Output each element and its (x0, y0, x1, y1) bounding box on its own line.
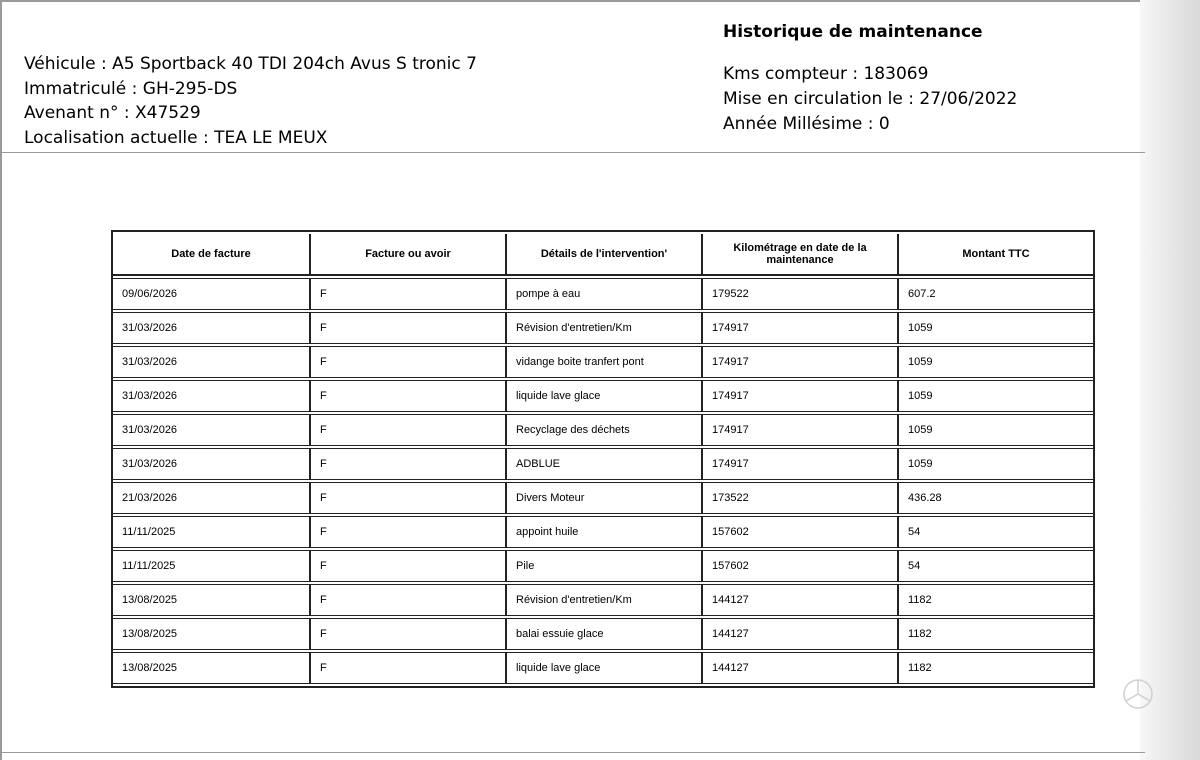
table-row (113, 482, 1093, 514)
cell-amount: 1059 (897, 414, 1093, 446)
cell-mileage: 144127 (701, 652, 897, 684)
table-row (113, 652, 1093, 684)
cell-amount: 54 (897, 516, 1093, 548)
cell-invoice-date: 11/11/2025 (113, 516, 309, 548)
cell-intervention-details: liquide lave glace (505, 652, 701, 684)
first-registration-date: Mise en circulation le : 27/06/2022 (723, 89, 1018, 109)
cell-amount: 436.28 (897, 482, 1093, 514)
cell-invoice-date: 13/08/2025 (113, 618, 309, 650)
cell-amount: 607.2 (897, 278, 1093, 310)
cell-invoice-date: 31/03/2026 (113, 346, 309, 378)
cell-invoice-date: 21/03/2026 (113, 482, 309, 514)
vehicle-registration: Immatriculé : GH-295-DS (24, 78, 238, 99)
cell-mileage: 174917 (701, 414, 897, 446)
odometer-reading: Kms compteur : 183069 (723, 64, 929, 84)
table-row (113, 550, 1093, 582)
cell-amount: 1059 (897, 312, 1093, 344)
cell-mileage: 174917 (701, 448, 897, 480)
cell-amount: 1059 (897, 380, 1093, 412)
cell-mileage: 174917 (701, 380, 897, 412)
cell-invoice-date: 09/06/2026 (113, 278, 309, 310)
maintenance-summary (723, 20, 1017, 137)
cell-invoice-date: 31/03/2026 (113, 312, 309, 344)
table-row (113, 584, 1093, 616)
cell-mileage: 173522 (701, 482, 897, 514)
maintenance-table-container (111, 230, 1093, 688)
cell-mileage: 174917 (701, 346, 897, 378)
cell-mileage: 179522 (701, 278, 897, 310)
cell-mileage: 157602 (701, 516, 897, 548)
table-row (113, 380, 1093, 412)
cell-invoice-type: F (309, 278, 505, 310)
cell-intervention-details: balai essuie glace (505, 618, 701, 650)
cell-intervention-details: appoint huile (505, 516, 701, 548)
cell-invoice-date: 31/03/2026 (113, 448, 309, 480)
star-logo-icon (1122, 678, 1154, 710)
cell-invoice-type: F (309, 516, 505, 548)
table-row (113, 346, 1093, 378)
maintenance-table (111, 230, 1095, 688)
cell-intervention-details: Divers Moteur (505, 482, 701, 514)
cell-intervention-details: pompe à eau (505, 278, 701, 310)
table-row (113, 414, 1093, 446)
vehicle-model: Véhicule : A5 Sportback 40 TDI 204ch Avus S tronic 7 (24, 54, 477, 74)
table-row (113, 618, 1093, 650)
header-divider (2, 152, 1145, 153)
model-year: Année Millésime : 0 (723, 114, 890, 134)
column-header-intervention-details: Détails de l'intervention' (505, 234, 701, 276)
column-header-invoice-type: Facture ou avoir (309, 234, 505, 276)
cell-intervention-details: Recyclage des déchets (505, 414, 701, 446)
cell-amount: 1182 (897, 618, 1093, 650)
column-header-mileage: Kilométrage en date de la maintenance (701, 234, 897, 276)
cell-invoice-type: F (309, 550, 505, 582)
page-top-border (0, 0, 1145, 2)
table-row (113, 312, 1093, 344)
cell-intervention-details: Pile (505, 550, 701, 582)
table-header-row (113, 234, 1093, 276)
cell-amount: 54 (897, 550, 1093, 582)
cell-mileage: 174917 (701, 312, 897, 344)
cell-invoice-date: 31/03/2026 (113, 414, 309, 446)
cell-invoice-type: F (309, 652, 505, 684)
cell-amount: 1182 (897, 652, 1093, 684)
cell-invoice-type: F (309, 584, 505, 616)
cell-intervention-details: Révision d'entretien/Km (505, 312, 701, 344)
cell-amount: 1059 (897, 346, 1093, 378)
table-row (113, 516, 1093, 548)
cell-invoice-date: 13/08/2025 (113, 652, 309, 684)
column-header-invoice-date: Date de facture (113, 234, 309, 276)
cell-mileage: 144127 (701, 618, 897, 650)
page-left-border (0, 0, 2, 760)
table-row (113, 448, 1093, 480)
cell-invoice-date: 13/08/2025 (113, 584, 309, 616)
page-edge-shadow (1140, 0, 1200, 760)
vehicle-amendment-number: Avenant n° : X47529 (24, 103, 201, 123)
cell-invoice-date: 31/03/2026 (113, 380, 309, 412)
cell-mileage: 144127 (701, 584, 897, 616)
column-header-amount: Montant TTC (897, 234, 1093, 276)
cell-amount: 1059 (897, 448, 1093, 480)
footer-divider (2, 752, 1145, 753)
cell-intervention-details: ADBLUE (505, 448, 701, 480)
cell-invoice-type: F (309, 312, 505, 344)
cell-intervention-details: Révision d'entretien/Km (505, 584, 701, 616)
cell-invoice-type: F (309, 618, 505, 650)
table-body (113, 278, 1093, 684)
cell-amount: 1182 (897, 584, 1093, 616)
cell-invoice-type: F (309, 346, 505, 378)
cell-invoice-type: F (309, 448, 505, 480)
cell-invoice-type: F (309, 380, 505, 412)
vehicle-info (24, 52, 477, 150)
vehicle-location: Localisation actuelle : TEA LE MEUX (24, 127, 328, 148)
cell-mileage: 157602 (701, 550, 897, 582)
cell-invoice-date: 11/11/2025 (113, 550, 309, 582)
page-title: Historique de maintenance (723, 22, 983, 42)
cell-intervention-details: liquide lave glace (505, 380, 701, 412)
cell-invoice-type: F (309, 414, 505, 446)
cell-invoice-type: F (309, 482, 505, 514)
table-row (113, 278, 1093, 310)
cell-intervention-details: vidange boite tranfert pont (505, 346, 701, 378)
